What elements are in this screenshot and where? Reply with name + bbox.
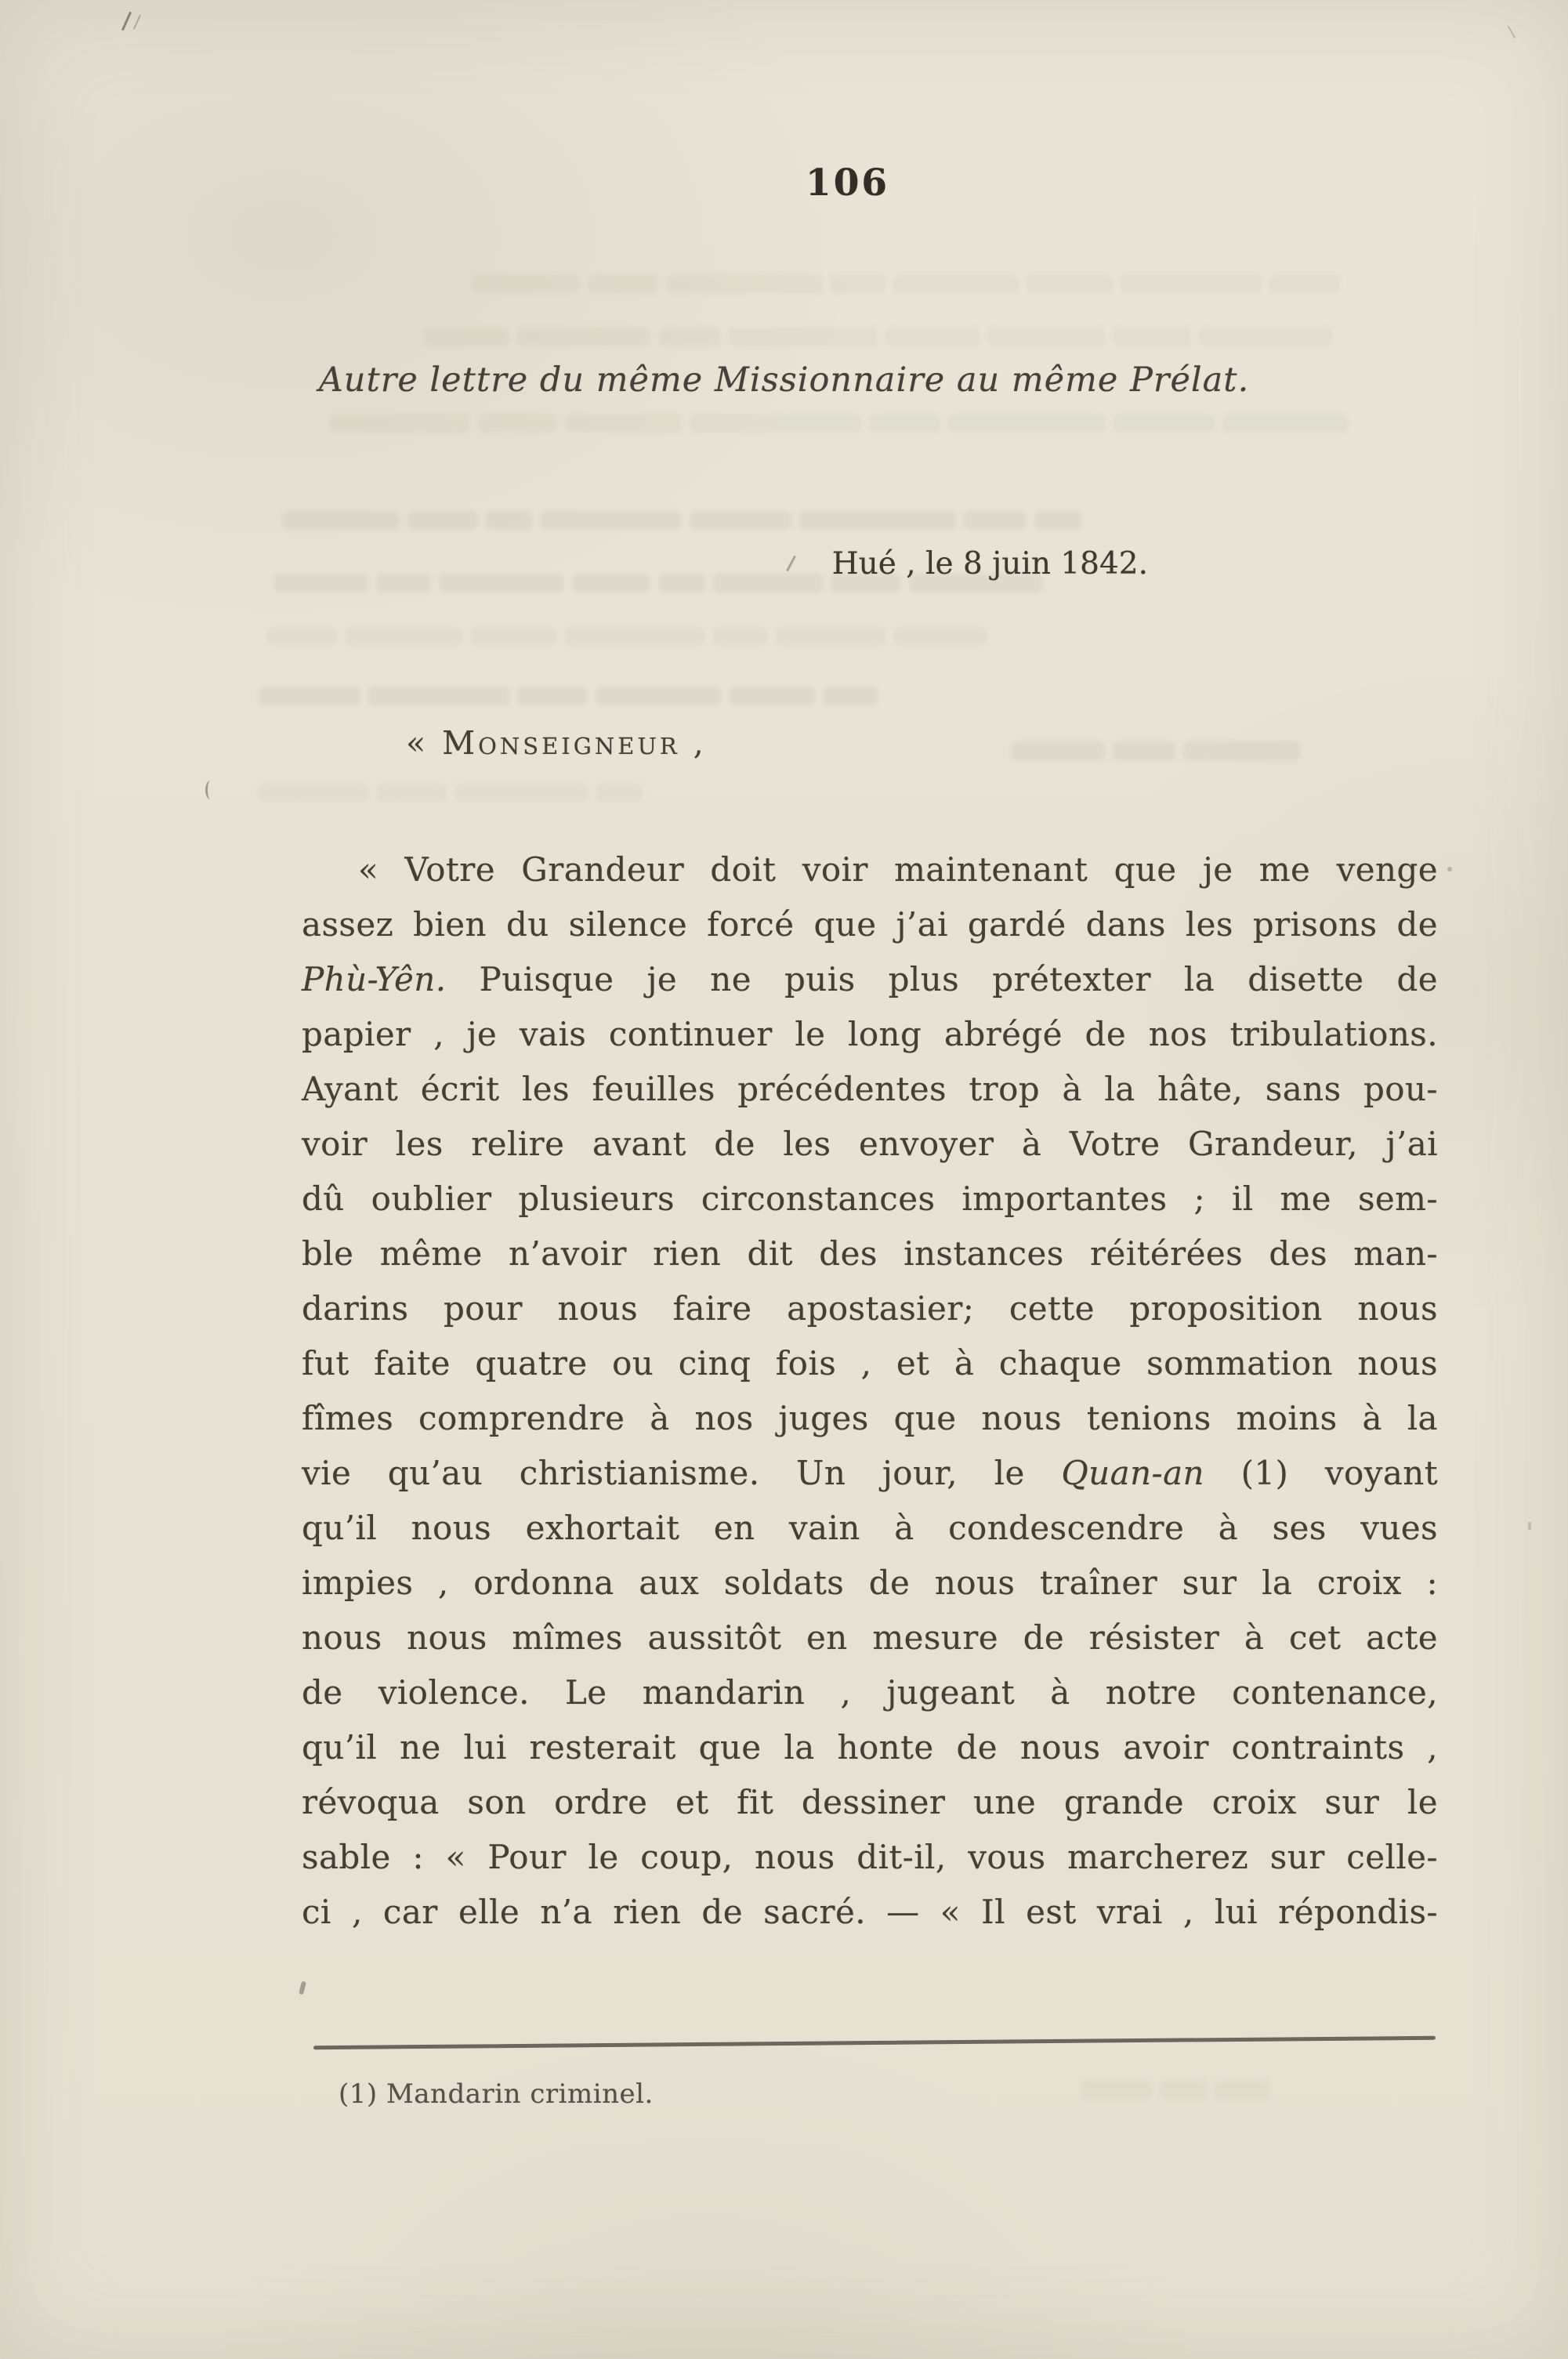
text-line: dû oublier plusieurs circonstances importantes ; il me sem- (302, 1180, 1438, 1218)
text-line: darins pour nous faire apostasier; cette proposition nous (302, 1289, 1438, 1328)
text-line: qu’il ne lui resterait que la honte de nous avoir contraints , (302, 1728, 1438, 1767)
text-line: qu’il nous exhortait en vain à condescendre à ses vues (302, 1509, 1438, 1547)
bleed-through-smudge (423, 328, 1340, 346)
text-line: assez bien du silence forcé que j’ai gardé dans les prisons de (302, 905, 1438, 944)
scan-speck (205, 781, 215, 799)
bleed-through-smudge (259, 784, 650, 803)
footnote: (1) Mandarin criminel. (339, 2078, 654, 2110)
text-line: « Votre Grandeur doit voir maintenant que je me venge (358, 850, 1438, 889)
text-line: vie qu’au christianisme. Un jour, le Quan-an (1) voyant (302, 1454, 1438, 1492)
text-line: de violence. Le mandarin , jugeant à notre contenance, (302, 1673, 1438, 1712)
page-number: 106 (806, 161, 890, 205)
salutation: « Monseigneur , (406, 724, 707, 762)
scan-speck (299, 1981, 306, 1995)
bleed-through-smudge (1081, 2081, 1277, 2100)
text-line: nous nous mîmes aussitôt en mesure de résister à cet acte (302, 1618, 1438, 1657)
text-line: révoqua son ordre et fit dessiner une grande croix sur le (302, 1783, 1438, 1821)
scan-speck (1447, 867, 1452, 871)
bleed-through-smudge (282, 511, 1089, 530)
text-line: ci , car elle n’a rien de sacré. — « Il est vrai , lui répondis- (302, 1893, 1438, 1931)
scan-speck (786, 556, 796, 572)
text-line: impies , ordonna aux soldats de nous traîner sur la croix : (302, 1564, 1438, 1602)
dateline: Hué , le 8 juin 1842. (831, 546, 1148, 582)
text-line: ble même n’avoir rien dit des instances réitérées des man- (302, 1234, 1438, 1273)
letter-heading: Autre lettre du même Missionnaire au même Prélat. (318, 361, 1250, 400)
scan-speck (133, 14, 141, 29)
bleed-through-smudge (1011, 741, 1309, 760)
scan-speck (121, 12, 132, 31)
bleed-through-smudge (470, 274, 1348, 293)
text-line: Phù-Yên. Puisque je ne puis plus prétexter la disette de (302, 960, 1438, 998)
scan-speck (1528, 1522, 1531, 1530)
text-line: voir les relire avant de les envoyer à Votre Grandeur, j’ai (302, 1125, 1438, 1163)
letter-body (302, 842, 1438, 1940)
bleed-through-smudge (259, 687, 885, 705)
footnote-separator (313, 2036, 1436, 2049)
bleed-through-smudge (329, 414, 1356, 433)
text-line: papier , je vais continuer le long abrégé de nos tribulations. (302, 1015, 1438, 1053)
text-line: fut faite quatre ou cinq fois , et à chaque sommation nous (302, 1344, 1438, 1382)
bleed-through-smudge (266, 627, 995, 646)
scan-speck (1508, 26, 1516, 39)
text-line: fîmes comprendre à nos juges que nous tenions moins à la (302, 1399, 1438, 1437)
text-line: sable : « Pour le coup, nous dit-il, vous marcherez sur celle- (302, 1838, 1438, 1876)
text-line: Ayant écrit les feuilles précédentes trop à la hâte, sans pou- (302, 1070, 1438, 1108)
